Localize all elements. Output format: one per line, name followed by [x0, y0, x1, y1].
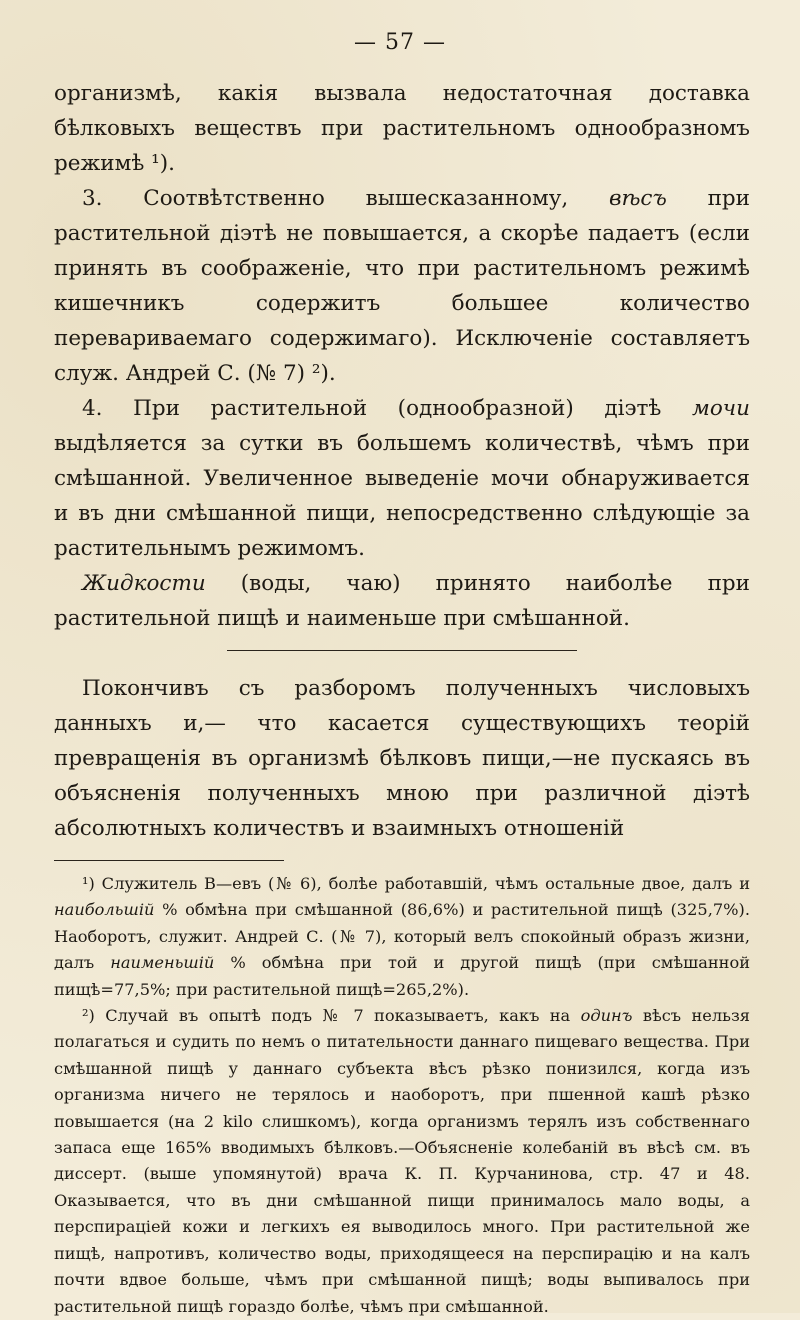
section-divider: [227, 650, 577, 651]
emphasis-text: Жидкости: [82, 571, 206, 596]
paragraph-text: выдѣляется за сутки въ большемъ количествѣ, чѣмъ при смѣшанной. Увеличенное выведеніе мочи обнаруживается и въ дни смѣшанной пищи, непосредственно слѣдующіе за растительнымъ режимомъ.: [54, 431, 750, 561]
footnote-text: вѣсъ нельзя полагаться и судить по немъ о питательности даннаго пищеваго вещества. При смѣшанной пищѣ у даннаго субъекта вѣсъ рѣзко понизился, когда изъ организма ничего не терялось и наоборотъ, при пшенной кашѣ рѣзко повышается (на 2 kilo слишкомъ), когда организмъ терялъ изъ собственнаго запаса еще 165% вводимыхъ бѣлковъ.—Объясненіе колебаній въ вѣсѣ см. въ диссерт. (выше упомянутой) врача К. П. Курчанинова, стр. 47 и 48. Оказывается, что въ дни смѣшанной пищи принималось мало воды, а перспираціей кожи и легкихъ ея выводилось много. При растительной же пищѣ, напротивъ, количество воды, приходящееся на перспирацію и на калъ почти вдвое больше, чѣмъ при смѣшанной пищѣ; воды выпивалось при растительной пищѣ гораздо болѣе, чѣмъ при смѣшанной.: [54, 1006, 750, 1316]
footnote-text: ¹) Служитель В—евъ (№ 6), болѣе работавшій, чѣмъ остальные двое, далъ и: [82, 874, 750, 893]
emphasis-text: наименьшій: [110, 953, 215, 973]
footnotes: [54, 871, 750, 1320]
emphasis-text: мочи: [692, 396, 750, 421]
paragraph-text: при растительной діэтѣ не повышается, а скорѣе падаетъ (если принять въ соображеніе, что при растительномъ режимѣ кишечникъ содержитъ большее количество перевариваемаго содержимаго). Исключеніе составляетъ служ. Андрей С. (№ 7) ²).: [54, 186, 750, 386]
paragraph-text: организмѣ, какія вызвала недостаточная доставка бѣлковыхъ веществъ при растительномъ однообразномъ режимѣ ¹).: [54, 81, 750, 176]
emphasis-text: наибольшій: [54, 900, 155, 920]
paragraph-liquids: [54, 566, 750, 636]
footnote-1: [54, 871, 750, 1003]
footnote-2: [54, 1003, 750, 1320]
page-number: — 57 —: [354, 30, 446, 55]
footnote-text: % обмѣна при смѣшанной (86,6%) и растительной пищѣ (325,7%). Наоборотъ, служит. Андрей С. (№ 7), который велъ спокойный образъ жизни, далъ: [54, 900, 750, 973]
paragraph-text: 3. Соотвѣтственно вышесказанному,: [82, 186, 609, 211]
footnote-text: ²) Случай въ опытѣ подъ № 7 показываетъ, какъ на: [82, 1006, 581, 1026]
paragraph-text: Покончивъ съ разборомъ полученныхъ числовыхъ данныхъ и,— что касается существующихъ теорій превращенія въ организмѣ бѣлковъ пищи,—не пускаясь въ объясненія полученныхъ мною при различной діэтѣ абсолютныхъ количествъ и взаимныхъ отношеній: [54, 676, 750, 841]
paragraph-conclusion: [54, 671, 750, 846]
emphasis-text: одинъ: [580, 1006, 633, 1026]
emphasis-text: вѣсъ: [608, 186, 667, 211]
paragraph-text: (воды, чаю) принято наиболѣе при растительной пищѣ и наименьше при смѣшанной.: [54, 571, 750, 631]
paragraph-text: 4. При растительной (однообразной) діэтѣ: [82, 396, 692, 421]
footnote-divider: [54, 860, 284, 861]
main-text: [54, 76, 750, 1320]
paragraph-urine: [54, 391, 750, 566]
paragraph-continuation: [54, 76, 750, 181]
footnote-text: % обмѣна при той и другой пищѣ (при смѣшанной пищѣ=77,5%; при растительной пищѣ=265,2%).: [54, 953, 750, 999]
paragraph-weight: [54, 181, 750, 391]
